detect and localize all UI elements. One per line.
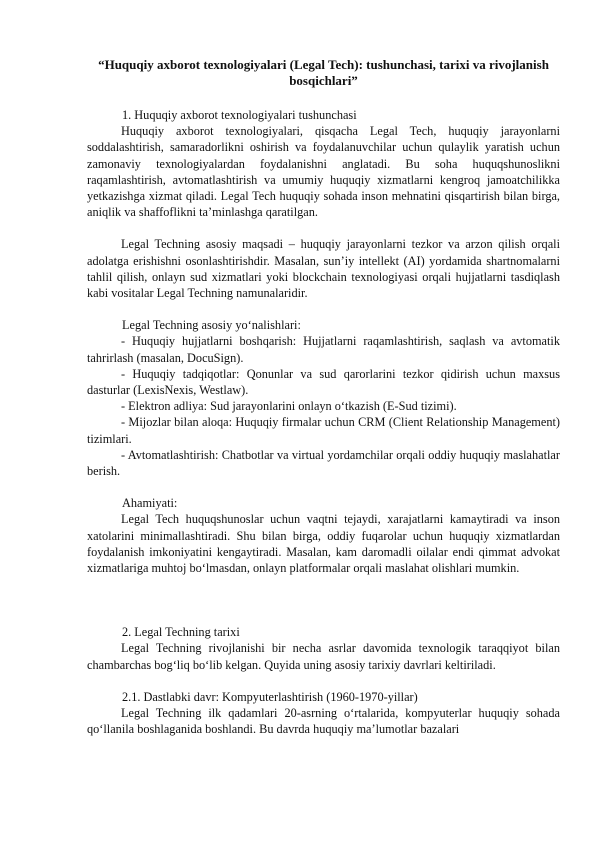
spacer [87, 301, 560, 317]
importance-heading: Ahamiyati: [122, 496, 178, 511]
section-2-heading: 2. Legal Techning tarixi [122, 625, 240, 640]
importance-paragraph: Legal Tech huquqshunoslar uchun vaqtni tejaydi, xarajatlarni kamaytiradi va inson xatolarini minimallashtiradi. Shu bilan birga, oddiy fuqarolar uchun huquqiy xizmatlardan foydalanish imkoniyatini kengaytiradi. Masalan, kam daromadli oilalar endi qimmat advokat xizmatlariga muhtoj bo‘lmasdan, onlayn platformalar orqali maslahat olishlari mumkin. [87, 512, 560, 576]
section-1-paragraph-2: Legal Techning asosiy maqsadi – huquqiy jarayonlarni tezkor va arzon qilish orqali adolatga erishishni osonlashtirishdir. Masalan, sun’iy intellekt (AI) yordamida shartnomalarni tahlil qilish, onlayn sud xizmatlari yoki blockchain texnologiyasi orqali hujjatlarni tasdiqlash kabi vositalar Legal Techning namunalaridir. [87, 237, 560, 301]
directions-item: - Huquqiy tadqiqotlar: Qonunlar va sud qarorlarini tezkor qidirish uchun maxsus dasturlar (LexisNexis, Westlaw). [87, 366, 560, 398]
directions-item: - Huquqiy hujjatlarni boshqarish: Hujjatlarni raqamlashtirish, saqlash va avtomatik tahrirlash (masalan, DocuSign). [87, 334, 560, 365]
spacer [87, 479, 560, 495]
section-1-paragraph-1: Huquqiy axborot texnologiyalari, qisqacha Legal Tech, huquqiy jarayonlarni soddalashtirish, samaradorlikni oshirish va foydalanuvchilar uchun qulaylik yaratish uchun zamonaviy texnologiyalardan foydalanishni anglatadi. Bu soha huquqshunoslikni raqamlashtirish, avtomatlashtirish va umumiy huquqiy xizmatlarni kengroq jamoatchilikka yetkazishga xizmat qiladi. Legal Tech huquqiy sohada inson mehnatini qisqartirish bilan birga, aniqlik va shaffoflikni ta’minlashga qaratilgan. [87, 124, 560, 220]
spacer [87, 673, 560, 689]
section-2-1-heading: 2.1. Dastlabki davr: Kompyuterlashtirish (1960-1970-yillar) [122, 689, 418, 704]
directions-item: - Mijozlar bilan aloqa: Huquqiy firmalar uchun CRM (Client Relationship Management) tizimlari. [87, 415, 560, 446]
spacer [87, 576, 560, 624]
document-title: “Huquqiy axborot texnologiyalari (Legal Tech): tushunchasi, tarixi va rivojlanish bosqichlari” [98, 57, 549, 88]
directions-item: - Elektron adliya: Sud jarayonlarini onlayn o‘tkazish (E-Sud tizimi). [121, 399, 457, 414]
section-1-heading: 1. Huquqiy axborot texnologiyalari tushunchasi [122, 108, 357, 122]
directions-item: - Avtomatlashtirish: Chatbotlar va virtual yordamchilar orqali oddiy huquqiy maslahatlar berish. [87, 447, 560, 479]
directions-heading: Legal Techning asosiy yo‘nalishlari: [122, 318, 301, 333]
section-2-1-paragraph: Legal Techning ilk qadamlari 20-asrning o‘rtalarida, kompyuterlar huquqiy sohada qo‘llanila boshlaganida boshlandi. Bu davrda huquqiy ma’lumotlar bazalari [87, 706, 560, 737]
document-body [87, 57, 560, 738]
spacer [87, 220, 560, 236]
section-2-paragraph: Legal Techning rivojlanishi bir necha asrlar davomida texnologik taraqqiyot bilan chambarchas bog‘liq bo‘lib kelgan. Quyida uning asosiy tarixiy davrlari keltiriladi. [87, 641, 560, 672]
